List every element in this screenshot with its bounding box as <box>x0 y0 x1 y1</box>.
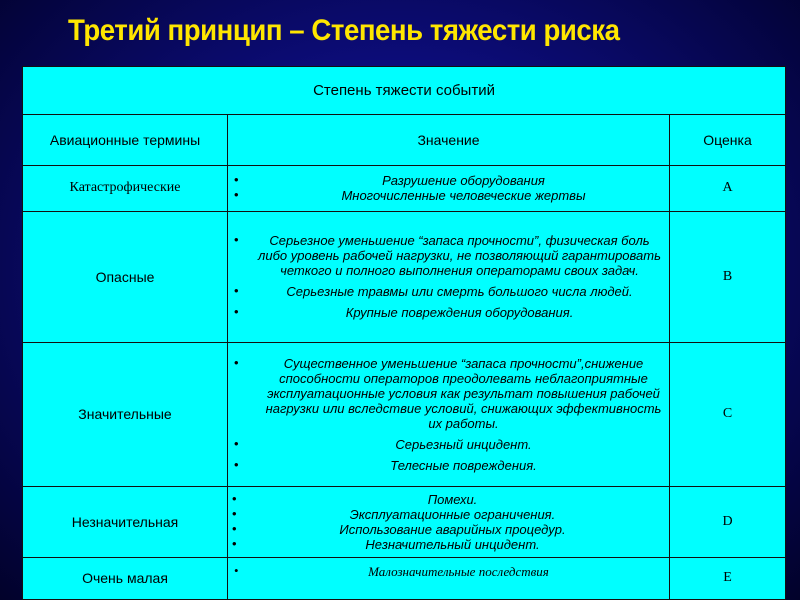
term-cell: Катастрофические <box>23 165 228 211</box>
meaning-cell <box>228 211 670 342</box>
meaning-cell <box>228 165 670 211</box>
column-header-row <box>23 115 786 165</box>
list-item: • Незначительный инцидент. <box>232 537 665 552</box>
meaning-cell <box>228 487 670 557</box>
list-item: • Разрушение оборудования <box>232 173 665 188</box>
list-item: • Серьезные травмы или смерть большого числа людей. <box>232 284 665 299</box>
term-cell: Опасные <box>23 211 228 342</box>
list-item: • Малозначительные последствия <box>232 564 665 579</box>
list-item: • Крупные повреждения оборудования. <box>232 305 665 320</box>
slide-title: Третий принцип – Степень тяжести риска <box>68 14 620 47</box>
column-header-term: Авиационные термины <box>23 115 228 165</box>
term-cell: Значительные <box>23 342 228 487</box>
table-header-row <box>23 67 786 115</box>
table-row <box>23 487 786 557</box>
column-header-grade: Оценка <box>670 115 786 165</box>
table-header: Степень тяжести событий <box>23 67 786 115</box>
list-item: • Помехи. <box>232 492 665 507</box>
term-cell: Незначительная <box>23 487 228 557</box>
meaning-cell <box>228 342 670 487</box>
grade-cell: B <box>670 211 786 342</box>
column-header-meaning: Значение <box>228 115 670 165</box>
table-row <box>23 342 786 487</box>
list-item: • Многочисленные человеческие жертвы <box>232 188 665 203</box>
list-item: • Эксплуатационные ограничения. <box>232 507 665 522</box>
list-item: • Телесные повреждения. <box>232 458 665 473</box>
table-row <box>23 211 786 342</box>
grade-cell: C <box>670 342 786 487</box>
meaning-cell <box>228 557 670 599</box>
term-cell: Очень малая <box>23 557 228 599</box>
risk-severity-table <box>22 66 786 600</box>
list-item: • Серьезное уменьшение “запаса прочности”, физическая боль либо уровень рабочей нагрузки, не позволяющий гарантировать четкого и полного выполнения операторами своих задач. <box>232 233 665 278</box>
grade-cell: D <box>670 487 786 557</box>
list-item: • Серьезный инцидент. <box>232 437 665 452</box>
list-item: • Существенное уменьшение “запаса прочности”,снижение способности операторов преодолевать неблагоприятные эксплуатационные условия как результат повышения рабочей нагрузки или вследствие условий, снижающих эффективность их работы. <box>232 356 665 431</box>
grade-cell: E <box>670 557 786 599</box>
list-item: • Использование аварийных процедур. <box>232 522 665 537</box>
grade-cell: A <box>670 165 786 211</box>
table-row <box>23 165 786 211</box>
table-row <box>23 557 786 599</box>
